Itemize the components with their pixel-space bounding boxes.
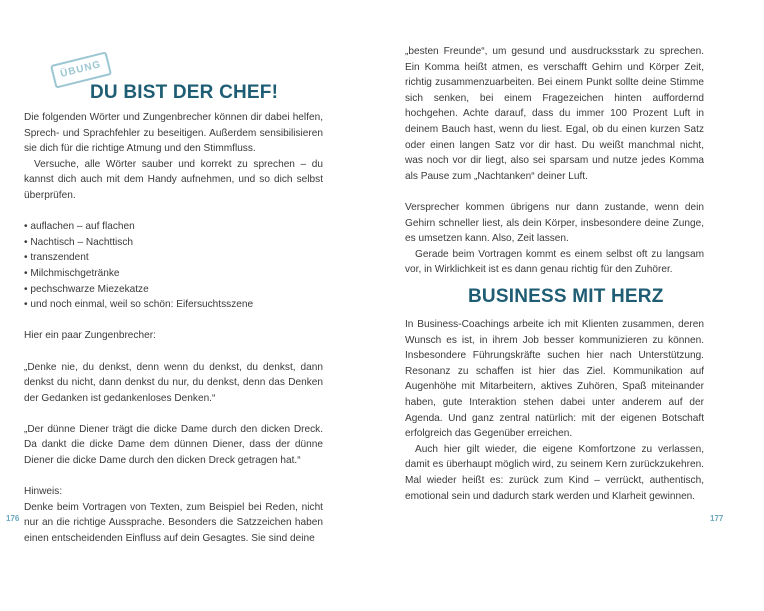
hint-paragraph: Denke beim Vortragen von Texten, zum Beispiel bei Reden, nicht nur an die richtige Aussprache. Besonders die Satzzeichen haben einen entscheidenden Einfluss auf dein Gesagtes. Sie sind deine [24, 501, 323, 545]
tongue-twister-intro: Hier ein paar Zungenbrecher: [24, 330, 156, 342]
right-page-body-bottom [405, 317, 704, 504]
intro-paragraph: Die folgenden Wörter und Zungenbrecher können dir dabei helfen, Sprech- und Sprachfehler zu beseitigen. Außerdem sensibilisieren sie dich für die richtige Atmung und den Stimmfluss. [24, 112, 323, 155]
left-page-body [24, 110, 323, 547]
continuation-paragraph: „besten Freunde“, um gesund und ausdrucksstark zu sprechen. Ein Komma heißt atmen, es verschafft Gehirn und Körper Zeit, richtig zusammenzuarbeiten. Bei einem Punkt sollte deine Stimme sich senken, bei einem Fragezeichen hinten auffordernd hochgehen. Achte darauf, dass du immer 100 Prozent Luft in deinem Bauch hast, wenn du liest. Egal, ob du einen kurzen Satz oder einen langen Satz vor dir hast. Du weißt manchmal nicht, was noch vor dir liegt, also sei sparsam und nutze jedes Komma als Pause zum „Nachtanken“ deiner Luft. [405, 46, 704, 182]
uebung-stamp: ÜBUNG [50, 51, 112, 88]
mistakes-paragraph-2: Gerade beim Vortragen kommt es einem selbst oft zu langsam vor, in Wirklichkeit ist es dann genau richtig für den Zuhörer. [405, 248, 704, 276]
list-item: • pechschwarze Miezekatze [24, 282, 323, 298]
business-paragraph-2: Auch hier gilt wieder, die eigene Komfortzone zu verlassen, damit es überhaupt möglich wird, zu seinem Kern zurückzukehren. Mal wieder heißt es: zurück zum Kind – verrückt, authentisch, emotional sein und dadurch stark werden und Klarheit gewinnen. [405, 443, 704, 502]
list-item: • Nachtisch – Nachttisch [24, 235, 323, 251]
tongue-twister-1: „Denke nie, du denkst, denn wenn du denkst, du denkst, dann denkst du nicht, dann denkst du nur, du denkst, denn das Denken der Gedanken ist gedankenloses Denken.“ [24, 361, 323, 404]
left-page-title: DU BIST DER CHEF! [90, 82, 279, 103]
page-number-left: 176 [6, 514, 20, 523]
intro-paragraph-2: Versuche, alle Wörter sauber und korrekt zu sprechen – du kannst dich auch mit dem Handy aufnehmen, und so dich selbst überprüfen. [24, 158, 323, 201]
business-paragraph-1: In Business-Coachings arbeite ich mit Klienten zusammen, deren Wunsch es ist, in ihrem Job besser kommunizieren zu können. Insbesondere Führungskräfte suchen hier nach Unterstützung. Resonanz zu schaffen ist hier das Ziel. Kommunikation auf Augenhöhe mit Mitarbeitern, aktives Zuhören, Spaß miteinander haben, gute Interaktion stehen dabei unter anderem auf der Agenda. Und ganz zentral natürlich: mit der eigenen Botschaft erfolgreich das Gegenüber erreichen. [405, 319, 704, 440]
list-item: • auflachen – auf flachen [24, 219, 323, 235]
hint-label: Hinweis: [24, 486, 63, 498]
list-item: • Milchmischgetränke [24, 266, 323, 282]
list-item: • und noch einmal, weil so schön: Eifersuchtsszene [24, 297, 323, 313]
right-page-title: BUSINESS MIT HERZ [468, 286, 664, 307]
right-page-body-top [405, 44, 704, 278]
list-item: • transzendent [24, 250, 323, 266]
mistakes-paragraph: Versprecher kommen übrigens nur dann zustande, wenn dein Gehirn schneller liest, als dein Körper, insbesondere deine Zunge, es umsetzen kann. Also, Zeit lassen. [405, 201, 704, 245]
page-number-right: 177 [710, 514, 724, 523]
tongue-twister-2: „Der dünne Diener trägt die dicke Dame durch den dicken Dreck. Da dankt die dicke Dame dem dünnen Diener, dass der dünne Diener die dicke Dame durch den dicken Dreck getragen hat.“ [24, 423, 323, 467]
word-list [24, 219, 323, 313]
